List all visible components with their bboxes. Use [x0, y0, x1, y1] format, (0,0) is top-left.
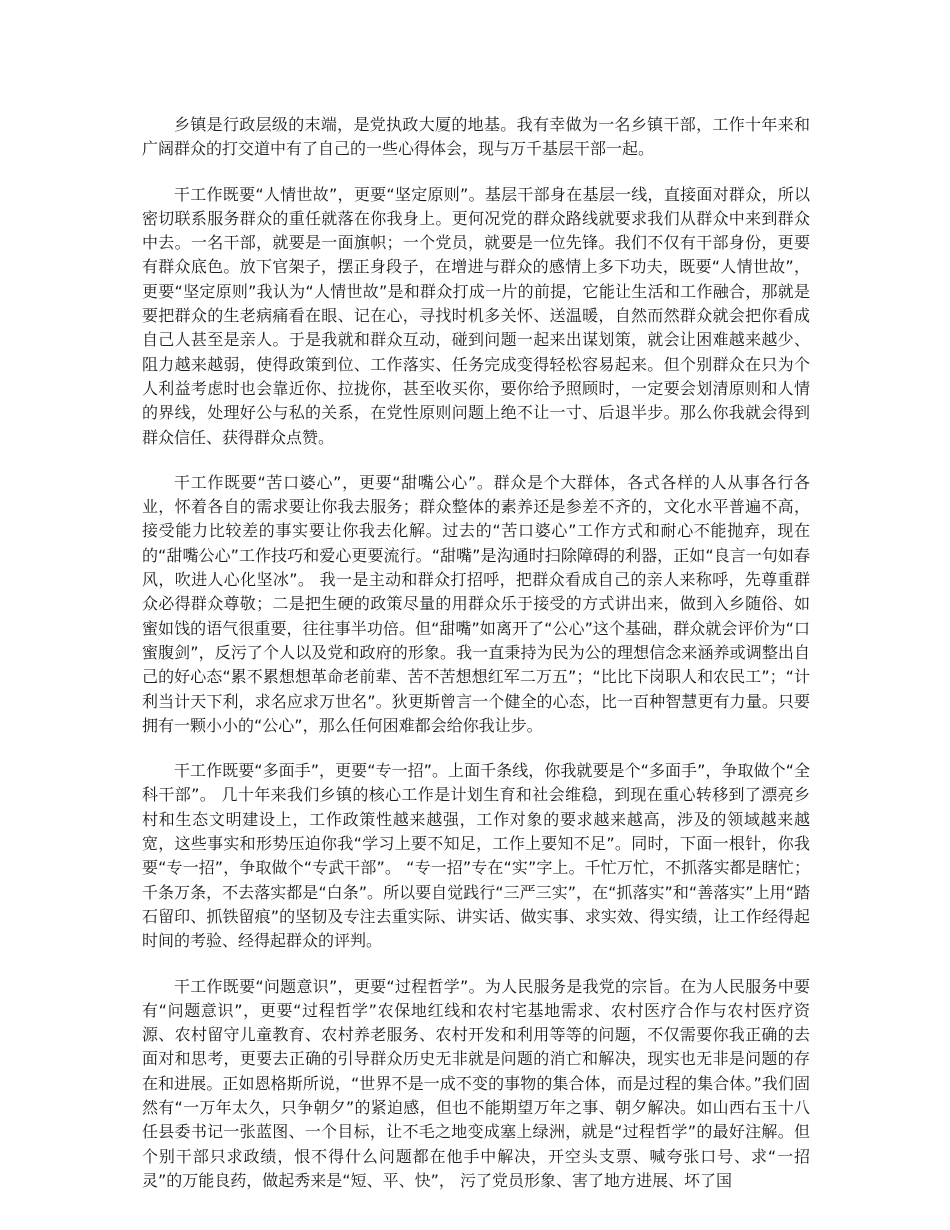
- paragraph-intro: 乡镇是行政层级的末端，是党执政大厦的地基。我有幸做为一名乡镇干部，工作十年来和广阔群众的打交道中有了自己的一些心得体会，现与万千基层干部一起。: [142, 115, 810, 159]
- paragraph-specialist: 干工作既要“多面手”，更要“专一招”。上面千条线，你我就要是个“多面手”，争取做个“全科干部”。 几十年来我们乡镇的核心工作是计划生育和社会维稳，到现在重心转移到了漂亮乡村和生态文明建设上，工作政策性越来越强，工作对象的要求越来越高，涉及的领域越来越宽，这些事实和形势压迫你我“学习上要不知足，工作上要知不足”。同时，下面一根针，你我要“专一招”，争取做个“专武干部”。 “专一招”专在“实”字上。千忙万忙，不抓落实都是瞎忙；千条万条，不去落实都是“白条”。所以要自觉践行“三严三实”，在“抓落实”和“善落实”上用“踏石留印、抓铁留痕”的坚韧及专注去重实际、讲实话、做实事、求实效、得实绩，让工作经得起时间的考验、经得起群众的评判。: [142, 761, 810, 951]
- paragraph-public-heart: 干工作既要“苦口婆心”，更要“甜嘴公心”。群众是个大群体，各式各样的人从事各行各业，怀着各自的需求要让你我去服务；群众整体的素养还是参差不齐的，文化水平普遍不高，接受能力比较差的事实要让你我去化解。过去的“苦口婆心”工作方式和耐心不能抛弃，现在的“甜嘴公心”工作技巧和爱心更要流行。“甜嘴”是沟通时扫除障碍的利器，正如“良言一句如春风，吹进人心化坚冰”。 我一是主动和群众打招呼，把群众看成自己的亲人来称呼，先尊重群众必得群众尊敬；二是把生硬的政策尽量的用群众乐于接受的方式讲出来，做到入乡随俗、如蜜如饯的语气很重要，往往事半功倍。但“甜嘴”如离开了“公心”这个基础，群众就会评价为“口蜜腹剑”，反污了个人以及党和政府的形象。我一直秉持为民为公的理想信念来涵养或调整出自己的好心态“累不累想想革命老前辈、苦不苦想想红军二万五”；“比比下岗职人和农民工”；“计利当计天下利，求名应求万世名”。狄更斯曾言一个健全的心态，比一百种智慧更有力量。只要拥有一颗小小的“公心”，那么任何困难都会给你我让步。: [142, 472, 810, 735]
- paragraph-principle: 干工作既要“人情世故”，更要“坚定原则”。基层干部身在基层一线，直接面对群众，所以密切联系服务群众的重任就落在你我身上。更何况党的群众路线就要求我们从群众中来到群众中去。一名干部，就要是一面旗帜；一个党员，就要是一位先锋。我们不仅有干部身份，更要有群众底色。放下官架子，摆正身段子，在增进与群众的感情上多下功夫，既要“人情世故”，更要“坚定原则”我认为“人情世故”是和群众打成一片的前提，它能让生活和工作融合，那就是要把群众的生老病痛看在眼、记在心，寻找时机多关怀、送温暖，自然而然群众就会把你看成自己人甚至是亲人。于是我就和群众互动，碰到问题一起来出谋划策，就会让困难越来越少、阻力越来越弱，使得政策到位、工作落实、任务完成变得轻松容易起来。但个别群众在只为个人利益考虑时也会靠近你、拉拢你，甚至收买你，要你给予照顾时，一定要会划清原则和人情的界线，处理好公与私的关系，在党性原则问题上绝不让一寸、后退半步。那么你我就会得到群众信任、获得群众点赞。: [142, 184, 810, 447]
- document-body: [142, 113, 810, 1193]
- paragraph-process-philosophy: 干工作既要“问题意识”，更要“过程哲学”。为人民服务是我党的宗旨。在为人民服务中要有“问题意识”，更要“过程哲学”农保地红线和农村宅基地需求、农村医疗合作与农村医疗资源、农村留守儿童教育、农村养老服务、农村开发和利用等等的问题，不仅需要你我正确的去面对和思考，更要去正确的引导群众历史无非就是问题的消亡和解决，现实也无非是问题的存在和进展。正如恩格斯所说，“世界不是一成不变的事物的集合体，而是过程的集合体。”我们固然有“一万年太久，只争朝夕”的紧迫感，但也不能期望万年之事、朝夕解决。如山西右玉十八任县委书记一张蓝图、一个目标，让不毛之地变成塞上绿洲，就是“过程哲学”的最好注解。但个别干部只求政绩，恨不得什么问题都在他手中解决，开空头支票、喊夸张口号、求“一招灵”的万能良药，做起秀来是“短、平、快”， 污了党员形象、害了地方进展、坏了国: [142, 976, 810, 1190]
